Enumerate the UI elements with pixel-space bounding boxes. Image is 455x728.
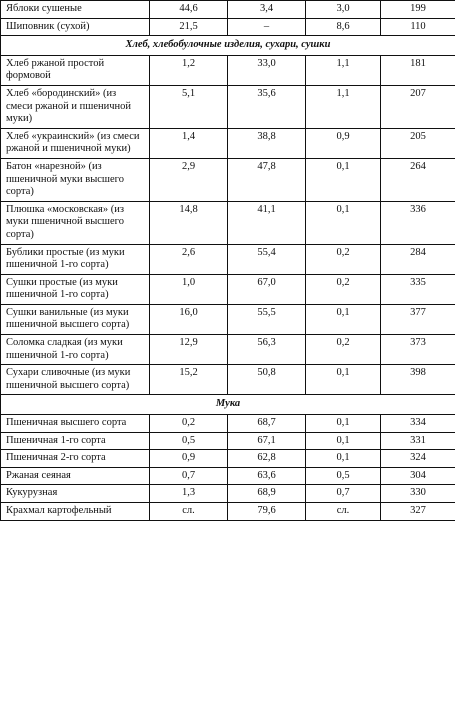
table-row xyxy=(1,85,455,128)
value-cell-v2: 68,9 xyxy=(228,485,306,503)
value-cell-v1: 15,2 xyxy=(150,365,228,395)
product-name-cell: Яблоки сушеные xyxy=(1,1,150,19)
section-header-row xyxy=(1,36,455,56)
table-row xyxy=(1,128,455,158)
product-name-cell: Батон «нарезной» (из пшеничной муки высшего сорта) xyxy=(1,158,150,201)
value-cell-v1: 0,7 xyxy=(150,467,228,485)
product-name-cell: Хлеб «бородинский» (из смеси ржаной и пшеничной муки) xyxy=(1,85,150,128)
value-cell-v4: 377 xyxy=(381,304,455,334)
product-name-cell: Кукурузная xyxy=(1,485,150,503)
table-row xyxy=(1,365,455,395)
product-name-cell: Соломка сладкая (из муки пшеничной 1-го сорта) xyxy=(1,335,150,365)
product-name-cell: Пшеничная 2-го сорта xyxy=(1,450,150,468)
value-cell-v4: 304 xyxy=(381,467,455,485)
value-cell-v2: 47,8 xyxy=(228,158,306,201)
value-cell-v2: 67,0 xyxy=(228,274,306,304)
value-cell-v3: 0,1 xyxy=(306,158,381,201)
value-cell-v1: 16,0 xyxy=(150,304,228,334)
value-cell-v3: 0,1 xyxy=(306,450,381,468)
section-title: Мука xyxy=(1,395,455,415)
section-title: Хлеб, хлебобулочные изделия, сухари, сушки xyxy=(1,36,455,56)
table-row xyxy=(1,503,455,521)
value-cell-v3: сл. xyxy=(306,503,381,521)
value-cell-v4: 373 xyxy=(381,335,455,365)
value-cell-v4: 205 xyxy=(381,128,455,158)
value-cell-v2: 63,6 xyxy=(228,467,306,485)
value-cell-v4: 336 xyxy=(381,201,455,244)
value-cell-v3: 0,1 xyxy=(306,365,381,395)
table-row xyxy=(1,158,455,201)
value-cell-v3: 0,1 xyxy=(306,415,381,433)
value-cell-v4: 110 xyxy=(381,18,455,36)
value-cell-v2: 79,6 xyxy=(228,503,306,521)
value-cell-v1: 2,9 xyxy=(150,158,228,201)
value-cell-v1: 1,4 xyxy=(150,128,228,158)
product-name-cell: Сушки простые (из муки пшеничной 1-го сорта) xyxy=(1,274,150,304)
value-cell-v4: 207 xyxy=(381,85,455,128)
value-cell-v3: 0,1 xyxy=(306,432,381,450)
product-name-cell: Шиповник (сухой) xyxy=(1,18,150,36)
product-name-cell: Пшеничная 1-го сорта xyxy=(1,432,150,450)
value-cell-v1: 21,5 xyxy=(150,18,228,36)
table-row xyxy=(1,244,455,274)
value-cell-v4: 398 xyxy=(381,365,455,395)
product-name-cell: Ржаная сеяная xyxy=(1,467,150,485)
value-cell-v3: 8,6 xyxy=(306,18,381,36)
value-cell-v1: 5,1 xyxy=(150,85,228,128)
value-cell-v2: 56,3 xyxy=(228,335,306,365)
table-row xyxy=(1,1,455,19)
value-cell-v3: 0,2 xyxy=(306,274,381,304)
table-row xyxy=(1,432,455,450)
value-cell-v2: 38,8 xyxy=(228,128,306,158)
value-cell-v4: 327 xyxy=(381,503,455,521)
table-row xyxy=(1,201,455,244)
value-cell-v2: 41,1 xyxy=(228,201,306,244)
value-cell-v4: 264 xyxy=(381,158,455,201)
value-cell-v4: 334 xyxy=(381,415,455,433)
value-cell-v3: 1,1 xyxy=(306,55,381,85)
product-name-cell: Плюшка «московская» (из муки пшеничной высшего сорта) xyxy=(1,201,150,244)
value-cell-v1: 0,9 xyxy=(150,450,228,468)
value-cell-v3: 1,1 xyxy=(306,85,381,128)
value-cell-v3: 0,9 xyxy=(306,128,381,158)
product-name-cell: Сушки ванильные (из муки пшеничной высшего сорта) xyxy=(1,304,150,334)
value-cell-v2: 67,1 xyxy=(228,432,306,450)
table-row xyxy=(1,335,455,365)
value-cell-v3: 3,0 xyxy=(306,1,381,19)
value-cell-v2: 55,4 xyxy=(228,244,306,274)
value-cell-v1: 12,9 xyxy=(150,335,228,365)
value-cell-v4: 331 xyxy=(381,432,455,450)
value-cell-v1: 2,6 xyxy=(150,244,228,274)
value-cell-v2: 68,7 xyxy=(228,415,306,433)
table-row xyxy=(1,18,455,36)
section-header-row xyxy=(1,395,455,415)
table-row xyxy=(1,55,455,85)
value-cell-v3: 0,5 xyxy=(306,467,381,485)
value-cell-v1: 1,2 xyxy=(150,55,228,85)
value-cell-v4: 181 xyxy=(381,55,455,85)
value-cell-v1: 44,6 xyxy=(150,1,228,19)
value-cell-v2: – xyxy=(228,18,306,36)
value-cell-v2: 33,0 xyxy=(228,55,306,85)
value-cell-v2: 35,6 xyxy=(228,85,306,128)
table-row xyxy=(1,450,455,468)
value-cell-v1: 0,5 xyxy=(150,432,228,450)
product-name-cell: Пшеничная высшего сорта xyxy=(1,415,150,433)
table-row xyxy=(1,274,455,304)
value-cell-v2: 62,8 xyxy=(228,450,306,468)
table-row xyxy=(1,304,455,334)
product-name-cell: Бублики простые (из муки пшеничной 1-го сорта) xyxy=(1,244,150,274)
table-row xyxy=(1,485,455,503)
value-cell-v1: 0,2 xyxy=(150,415,228,433)
table-row xyxy=(1,415,455,433)
product-name-cell: Крахмал картофельный xyxy=(1,503,150,521)
value-cell-v4: 199 xyxy=(381,1,455,19)
nutrition-table-body xyxy=(1,1,455,521)
product-name-cell: Хлеб «украинский» (из смеси ржаной и пшеничной муки) xyxy=(1,128,150,158)
value-cell-v3: 0,7 xyxy=(306,485,381,503)
value-cell-v1: 1,3 xyxy=(150,485,228,503)
value-cell-v2: 3,4 xyxy=(228,1,306,19)
value-cell-v4: 324 xyxy=(381,450,455,468)
table-row xyxy=(1,467,455,485)
value-cell-v3: 0,2 xyxy=(306,335,381,365)
value-cell-v4: 330 xyxy=(381,485,455,503)
value-cell-v1: сл. xyxy=(150,503,228,521)
value-cell-v3: 0,1 xyxy=(306,201,381,244)
value-cell-v4: 284 xyxy=(381,244,455,274)
value-cell-v1: 14,8 xyxy=(150,201,228,244)
product-name-cell: Сухари сливочные (из муки пшеничной высшего сорта) xyxy=(1,365,150,395)
value-cell-v1: 1,0 xyxy=(150,274,228,304)
value-cell-v2: 55,5 xyxy=(228,304,306,334)
product-name-cell: Хлеб ржаной простой формовой xyxy=(1,55,150,85)
value-cell-v2: 50,8 xyxy=(228,365,306,395)
value-cell-v3: 0,2 xyxy=(306,244,381,274)
value-cell-v4: 335 xyxy=(381,274,455,304)
value-cell-v3: 0,1 xyxy=(306,304,381,334)
